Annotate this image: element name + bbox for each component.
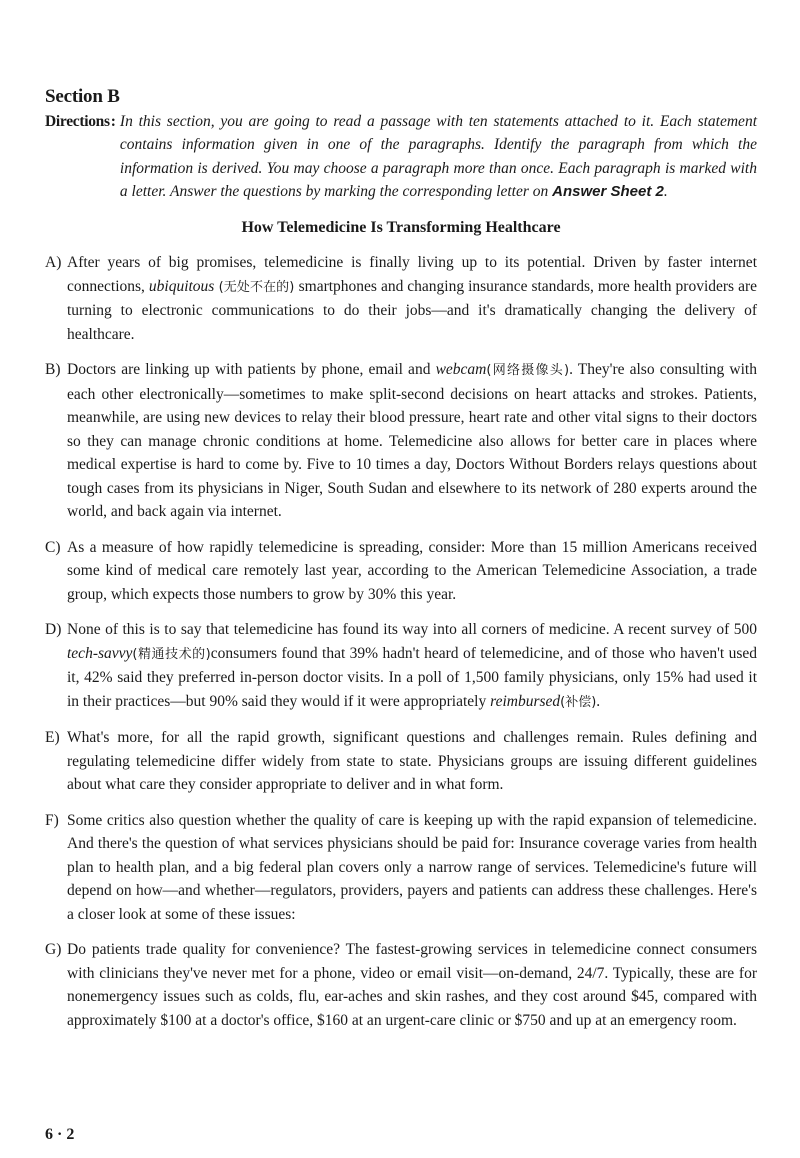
paragraph-text: As a measure of how rapidly telemedicine is spreading, consider: More than 15 million Americans received some kind of medical care remotely last year, according to the American Telemedicine Association, a trade group, which expects those numbers to grow by 30% this year.	[67, 538, 757, 603]
exam-page	[45, 84, 757, 1044]
paragraph-d	[45, 618, 757, 714]
directions	[45, 110, 757, 203]
paragraph-text: Some critics also question whether the quality of care is keeping up with the rapid expansion of telemedicine. And there's the question of what services physicians should be paid for: Insurance coverage varies from health plan to health plan, and a big federal plan covers only a narrow range of services. Telemedicine's future will depend on how—and whether—regulators, providers, payers and patients can address these challenges. Here's a closer look at some of these issues:	[67, 811, 757, 923]
text-segment: . They're also consulting with each other electronically—sometimes to make split-second decisions on heart attacks and strokes. Patients, meanwhile, are using new devices to relay their blood pressure, heart rate and other vital signs to their doctors so they can manage chronic conditions at home. Telemedicine also allows for better care in places where medical expertise is hard to come by. Five to 10 times a day, Doctors Without Borders relays questions about tough cases from its physicians in Niger, South Sudan and elsewhere to its network of 280 experts around the world, and back again via internet.	[67, 361, 757, 521]
text-segment: Doctors are linking up with patients by phone, email and	[67, 361, 436, 379]
text-segment: After years of big promises, telemedicine is finally living up to its potential. Driven by faster internet connections,	[67, 254, 757, 295]
paragraph-text	[67, 618, 757, 714]
text-segment: .	[596, 692, 601, 710]
paragraph-letter: C)	[45, 538, 61, 556]
chinese-gloss: (精通技术的)	[132, 646, 211, 662]
paragraph-letter: G)	[45, 941, 62, 959]
paragraph-letter: B)	[45, 361, 61, 379]
directions-colon: :	[110, 113, 116, 130]
paragraph-text	[67, 358, 757, 524]
vocab-term: ubiquitous	[148, 277, 215, 295]
vocab-term: webcam	[435, 361, 487, 379]
paragraph-e	[45, 726, 757, 797]
chinese-gloss: (网络摄像头)	[486, 363, 570, 379]
text-segment: consumers found that 39% hadn't heard of telemedicine, and of those who haven't used it, 42% said they preferred in-person doctor visits. In a poll of 1,500 family physicians, only 15% had used it in their practices—but 90% said they would if it were appropriately	[67, 644, 757, 710]
directions-label: Directions	[45, 113, 110, 130]
paragraph-g	[45, 938, 757, 1032]
text-segment: smartphones and changing insurance standards, more health providers are turning to electronic communications to do their jobs—and it's dramatically changing the delivery of healthcare.	[67, 277, 757, 343]
paragraph-b	[45, 358, 757, 524]
paragraph-a	[45, 251, 757, 346]
answer-sheet-reference: Answer Sheet 2	[552, 182, 664, 200]
paragraph-text: Do patients trade quality for convenience? The fastest-growing services in telemedicine connect consumers with clinicians they've never met for a phone, video or email visit—on-demand, 24/7. Typically, these are for nonemergency issues such as colds, flu, ear-aches and skin rashes, and they cost around $45, compared with approximately $100 at a doctor's office, $160 at an urgent-care clinic or $750 and up at an emergency room.	[67, 941, 757, 1029]
directions-text	[120, 110, 757, 203]
paragraph-letter: D)	[45, 621, 62, 639]
paragraph-letter: A)	[45, 254, 62, 272]
directions-body: In this section, you are going to read a passage with ten statements attached to it. Each statement contains information given in one of the paragraphs. Identify the paragraph from which the information is derived. You may choose a paragraph more than once. Each paragraph is marked with a letter. Answer the questions by marking the corresponding letter on	[119, 113, 757, 200]
chinese-gloss: (无处不在的)	[214, 279, 299, 295]
paragraph-letter: E)	[45, 729, 60, 747]
vocab-term: tech-savvy	[67, 644, 133, 662]
section-title: Section B	[45, 86, 120, 107]
passage-title: How Telemedicine Is Transforming Healthcare	[241, 219, 561, 237]
paragraph-f	[45, 809, 757, 927]
directions-end: .	[663, 182, 668, 200]
paragraph-c	[45, 536, 757, 607]
paragraph-text: What's more, for all the rapid growth, significant questions and challenges remain. Rules defining and regulating telemedicine differ widely from state to state. Physicians groups are issuing different guidelines about what care they consider appropriate to deliver and in what form.	[67, 729, 757, 794]
paragraph-text	[67, 251, 757, 346]
page-number: 6 · 2	[45, 1126, 75, 1143]
vocab-term: reimbursed	[490, 692, 561, 710]
text-segment: None of this is to say that telemedicine has found its way into all corners of medicine. A recent survey of 500	[67, 621, 757, 639]
chinese-gloss: (补偿)	[560, 694, 597, 710]
paragraph-letter: F)	[45, 811, 59, 829]
